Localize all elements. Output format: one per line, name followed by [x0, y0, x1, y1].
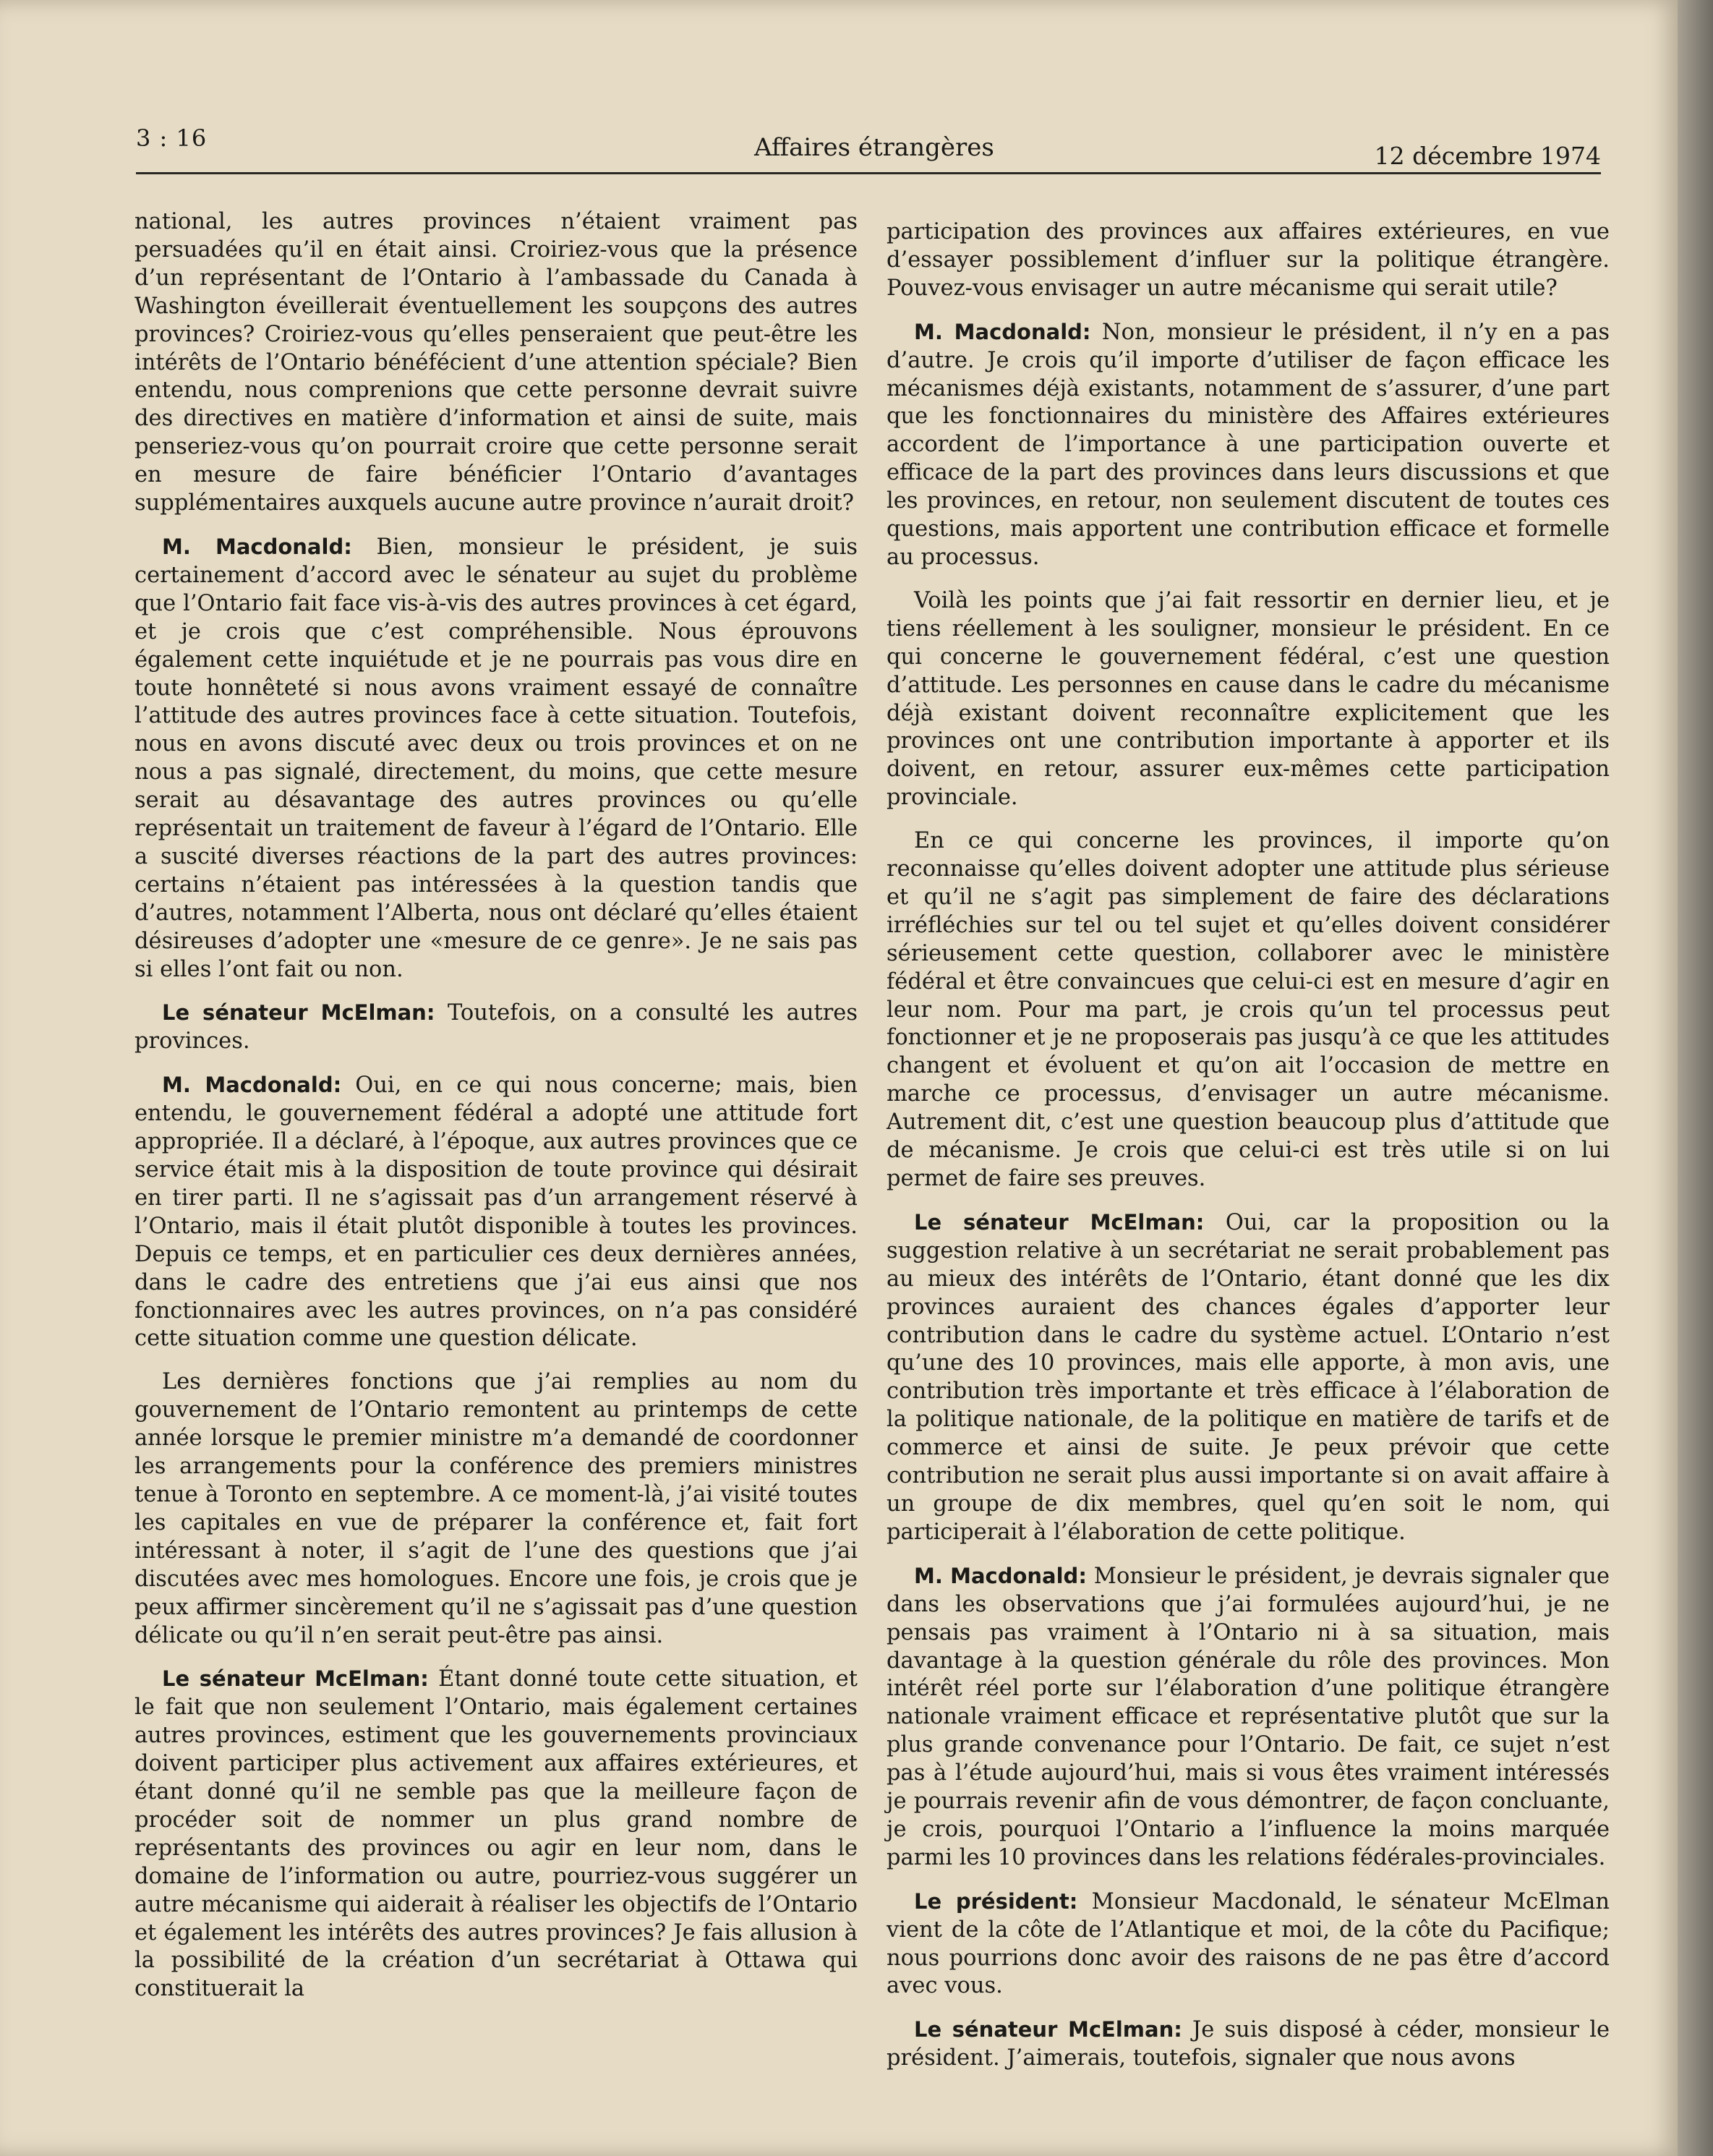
page-edge — [1678, 0, 1713, 2156]
speech-paragraph — [134, 533, 858, 984]
speech-text: Bien, monsieur le président, je suis certainement d’accord avec le sénateur au sujet du problème que l’Ontario fait face vis-à-vis des autres provinces à cet égard, et je crois que c’est compréhensible. Nous éprouvons également cette inquiétude et je ne pourrais pas vous dire en toute honnêteté si nous avons vraiment essayé de connaître l’attitude des autres provinces face à cette situation. Toutefois, nous en avons discuté avec deux ou trois provinces et on ne nous a pas signalé, directement, du moins, que cette mesure serait au désavantage des autres provinces ou qu’elle représentait un traitement de faveur à l’égard de l’Ontario. Elle a suscité diverses réactions de la part des autres provinces: certains n’étaient pas intéressées à la question tandis que d’autres, notamment l’Alberta, nous ont déclaré qu’elles étaient désireuses d’adopter une «mesure de ce genre». Je ne sais pas si elles l’ont fait ou non. — [134, 534, 858, 982]
paragraph: participation des provinces aux affaires extérieures, en vue d’essayer possiblement d’influer sur la politique étrangère. Pouvez-vous envisager un autre mécanisme qui serait utile? — [887, 219, 1610, 301]
speech-paragraph — [887, 1209, 1610, 1547]
speech-text: Étant donné toute cette situation, et le fait que non seulement l’Ontario, mais également certaines autres provinces, estiment que les gouvernements provinciaux doivent participer plus activement aux affaires extérieures, et étant donné qu’il ne semble pas que la meilleure façon de procéder soit de nommer un plus grand nombre de représentants des provinces ou agir en leur nom, dans le domaine de l’information ou autre, pourriez-vous suggérer un autre mécanisme qui aiderait à réaliser les objectifs de l’Ontario et également les intérêts des autres provinces? Je fais allusion à la possibilité de la création d’un secrétariat à Ottawa qui constituerait la — [134, 1666, 858, 2002]
session-date: 12 décembre 1974 — [1374, 142, 1601, 170]
speech-text: Je suis disposé à céder, monsieur le président. J’aimerais, toutefois, signaler que nous avons — [887, 2017, 1610, 2071]
speaker-name: M. Macdonald: — [162, 1073, 342, 1098]
speech-text: Toutefois, on a consulté les autres provinces. — [134, 1000, 858, 1054]
speaker-name: Le sénateur McElman: — [162, 1666, 429, 1692]
paragraph: En ce qui concerne les provinces, il importe qu’on reconnaisse qu’elles doivent adopter une attitude plus sérieuse et qu’il ne s’agit pas simplement de faire des déclarations irréfléchies sur tel ou tel sujet et qu’elles doivent considérer sérieusement cette question, collaborer avec le ministère fédéral et être convaincues que celui-ci est en mesure d’agir en leur nom. Pour ma part, je crois qu’un tel processus peut fonctionner et je ne proposerais pas jusqu’à ce que les attitudes changent et évoluent et qu’on ait l’occasion de mettre en marche ce processus, d’envisager un autre mécanisme. Autrement dit, c’est une question beaucoup plus d’attitude que de mécanisme. Je crois que celui-ci est très utile si on lui permet de faire ses preuves. — [887, 828, 1610, 1191]
speech-text: Non, monsieur le président, il n’y en a pas d’autre. Je crois qu’il importe d’utiliser de façon efficace les mécanismes déjà existants, notamment de s’assurer, d’une part que les fonctionnaires du ministère des Affaires extérieures accordent de l’importance à une participation ouverte et efficace de la part des provinces dans leurs discussions et que les provinces, en retour, non seulement discutent de toutes ces questions, mais apportent une contribution efficace et formelle au processus. — [887, 319, 1610, 570]
page-header — [136, 122, 1601, 174]
speech-paragraph — [887, 1562, 1610, 1872]
publication-title: Affaires étrangères — [754, 133, 994, 162]
speaker-name: M. Macdonald: — [914, 1563, 1087, 1588]
speech-text: Oui, en ce qui nous concerne; mais, bien entendu, le gouvernement fédéral a adopté une attitude fort appropriée. Il a déclaré, à l’époque, aux autres provinces que ce service était mis à la disposition de toute province qui désirait en tirer parti. Il ne s’agissait pas d’un arrangement réservé à l’Ontario, mais il était plutôt disponible à toutes les provinces. Depuis ce temps, et en particulier ces deux dernières années, dans le cadre des entretiens que j’ai eus ainsi que nos fonctionnaires avec les autres provinces, on n’a pas considéré cette situation comme une question délicate. — [134, 1073, 858, 1352]
speech-paragraph — [887, 2016, 1610, 2073]
speaker-name: Le sénateur McElman: — [914, 1209, 1205, 1235]
page-number: 3 : 16 — [136, 124, 208, 152]
speaker-name: Le président: — [914, 1888, 1078, 1914]
speech-paragraph — [134, 1071, 858, 1353]
speech-text: Monsieur Macdonald, le sénateur McElman vient de la côte de l’Atlantique et moi, de la côte du Pacifique; nous pourrions donc avoir des raisons de ne pas être d’accord avec vous. — [887, 1888, 1610, 1999]
speaker-name: M. Macdonald: — [162, 534, 352, 559]
speech-paragraph — [887, 318, 1610, 572]
right-column — [887, 218, 1610, 2088]
left-column — [134, 208, 858, 2019]
speech-text: Oui, car la proposition ou la suggestion relative à un secrétariat ne serait probablement pas au mieux des intérêts de l’Ontario, étant donné que les dix provinces auraient des chances égales d’apporter leur contribution dans le cadre du système actuel. L’Ontario n’est qu’une des 10 provinces, mais elle apporte, à mon avis, une contribution très importante et très efficace à l’élaboration de la politique nationale, de la politique en matière de tarifs et de commerce et ainsi de suite. Je peux prévoir que cette contribution ne serait plus aussi importante si on avait affaire à un groupe de dix membres, quel qu’en soit le nom, qui participerait à l’élaboration de cette politique. — [887, 1209, 1610, 1545]
speaker-name: Le sénateur McElman: — [914, 2017, 1182, 2042]
speech-text: Monsieur le président, je devrais signaler que dans les observations que j’ai formulées aujourd’hui, je ne pensais pas vraiment à l’Ontario ni à sa situation, mais davantage à la question générale du rôle des provinces. Mon intérêt réel porte sur l’élaboration d’une politique étrangère nationale vraiment efficace et représentative plutôt que sur la plus grande convenance pour l’Ontario. De fait, ce sujet n’est pas à l’étude aujourd’hui, mais si vous êtes vraiment intéressés je pourrais revenir afin de vous démontrer, de façon concluante, je crois, pourquoi l’Ontario a l’influence la moins marquée parmi les 10 provinces dans les relations fédérales-provinciales. — [887, 1563, 1610, 1870]
paragraph: Les dernières fonctions que j’ai remplies au nom du gouvernement de l’Ontario remontent au printemps de cette année lorsque le premier ministre m’a demandé de coordonner les arrangements pour la conférence des premiers ministres tenue à Toronto en septembre. A ce moment-là, j’ai visité toutes les capitales en vue de préparer la conférence et, fait fort intéressant à noter, il s’agit de l’une des questions que j’ai discutées avec mes homologues. Encore une fois, je crois que je peux affirmer sincèrement qu’il ne s’agissait pas d’une question délicate ou qu’il n’en serait peut-être pas ainsi. — [134, 1369, 858, 1648]
speaker-name: Le sénateur McElman: — [162, 1000, 435, 1026]
speech-paragraph — [887, 1888, 1610, 2001]
speech-paragraph — [134, 1665, 858, 2003]
speech-paragraph — [134, 999, 858, 1056]
speaker-name: M. Macdonald: — [914, 319, 1091, 344]
paragraph: Voilà les points que j’ai fait ressortir en dernier lieu, et je tiens réellement à les souligner, monsieur le président. En ce qui concerne le gouvernement fédéral, c’est une question d’attitude. Les personnes en cause dans le cadre du mécanisme déjà existant doivent reconnaître explicitement que les provinces ont une contribution importante à apporter et ils doivent, en retour, assurer eux-mêmes cette participation provinciale. — [887, 587, 1610, 811]
paragraph: national, les autres provinces n’étaient vraiment pas persuadées qu’il en était ainsi. Croiriez-vous que la présence d’un représentant de l’Ontario à l’ambassade du Canada à Washington éveillerait éventuellement les soupçons des autres provinces? Croiriez-vous qu’elles penseraient que peut-être les intérêts de l’Ontario bénéfécient d’une attention spéciale? Bien entendu, nous comprenions que cette personne devrait suivre des directives en matière d’information et ainsi de suite, mais penseriez-vous qu’on pourrait croire que cette personne serait en mesure de faire bénéficier l’Ontario d’avantages supplémentaires auxquels aucune autre province n’aurait droit? — [134, 209, 858, 516]
